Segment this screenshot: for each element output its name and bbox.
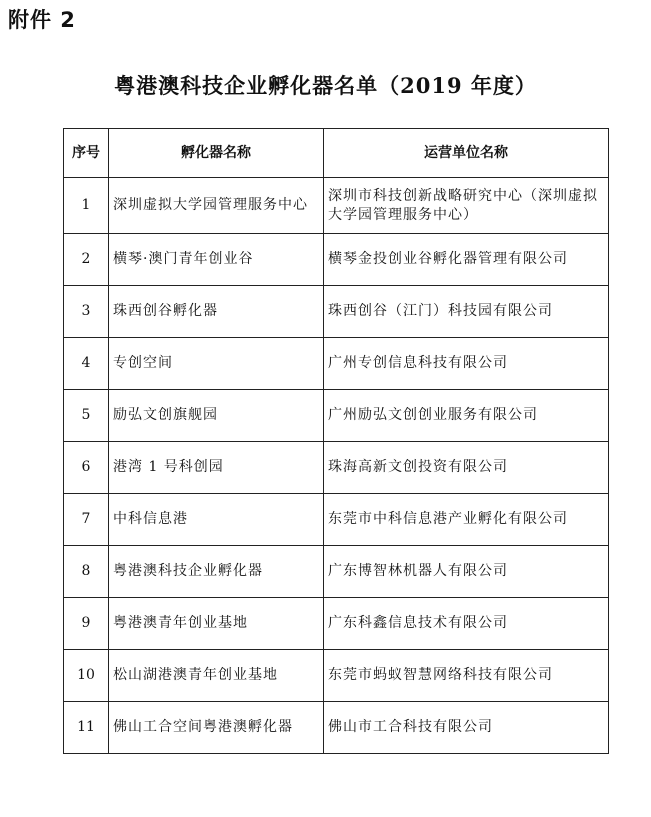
- table-row: [64, 546, 609, 598]
- table-row: [64, 390, 609, 442]
- row-number: 10: [64, 650, 109, 702]
- operator-name: 珠西创谷（江门）科技园有限公司: [324, 286, 609, 338]
- incubator-table: [63, 128, 609, 754]
- incubator-name: 深圳虚拟大学园管理服务中心: [109, 178, 324, 234]
- incubator-name: 港湾 1 号科创园: [109, 442, 324, 494]
- operator-name: 东莞市蚂蚁智慧网络科技有限公司: [324, 650, 609, 702]
- incubator-name: 专创空间: [109, 338, 324, 390]
- table-row: [64, 650, 609, 702]
- row-number: 8: [64, 546, 109, 598]
- incubator-name: 珠西创谷孵化器: [109, 286, 324, 338]
- incubator-name: 粤港澳青年创业基地: [109, 598, 324, 650]
- column-header-number: 序号: [64, 129, 109, 178]
- operator-name: 广东科鑫信息技术有限公司: [324, 598, 609, 650]
- table-header-row: [64, 129, 609, 178]
- operator-name: 横琴金投创业谷孵化器管理有限公司: [324, 234, 609, 286]
- incubator-name: 横琴·澳门青年创业谷: [109, 234, 324, 286]
- attachment-label: 附件 2: [8, 8, 76, 32]
- column-header-incubator-name: 孵化器名称: [109, 129, 324, 178]
- row-number: 6: [64, 442, 109, 494]
- table-row: [64, 286, 609, 338]
- table-row: [64, 234, 609, 286]
- incubator-name: 粤港澳科技企业孵化器: [109, 546, 324, 598]
- operator-name: 佛山市工合科技有限公司: [324, 702, 609, 754]
- row-number: 9: [64, 598, 109, 650]
- document-title: 粤港澳科技企业孵化器名单（2019 年度）: [114, 73, 537, 98]
- row-number: 2: [64, 234, 109, 286]
- operator-name: 广州专创信息科技有限公司: [324, 338, 609, 390]
- row-number: 1: [64, 178, 109, 234]
- table-row: [64, 338, 609, 390]
- table-row: [64, 494, 609, 546]
- table-row: [64, 702, 609, 754]
- row-number: 3: [64, 286, 109, 338]
- table-row: [64, 178, 609, 234]
- operator-name: 东莞市中科信息港产业孵化有限公司: [324, 494, 609, 546]
- incubator-name: 松山湖港澳青年创业基地: [109, 650, 324, 702]
- incubator-name: 中科信息港: [109, 494, 324, 546]
- operator-name: 广东博智林机器人有限公司: [324, 546, 609, 598]
- operator-name: 珠海高新文创投资有限公司: [324, 442, 609, 494]
- operator-name: 深圳市科技创新战略研究中心（深圳虚拟大学园管理服务中心）: [324, 178, 609, 234]
- row-number: 5: [64, 390, 109, 442]
- table-row: [64, 442, 609, 494]
- table-row: [64, 598, 609, 650]
- incubator-name: 佛山工合空间粤港澳孵化器: [109, 702, 324, 754]
- row-number: 4: [64, 338, 109, 390]
- incubator-name: 励弘文创旗舰园: [109, 390, 324, 442]
- column-header-operator-name: 运营单位名称: [324, 129, 609, 178]
- row-number: 7: [64, 494, 109, 546]
- row-number: 11: [64, 702, 109, 754]
- operator-name: 广州励弘文创创业服务有限公司: [324, 390, 609, 442]
